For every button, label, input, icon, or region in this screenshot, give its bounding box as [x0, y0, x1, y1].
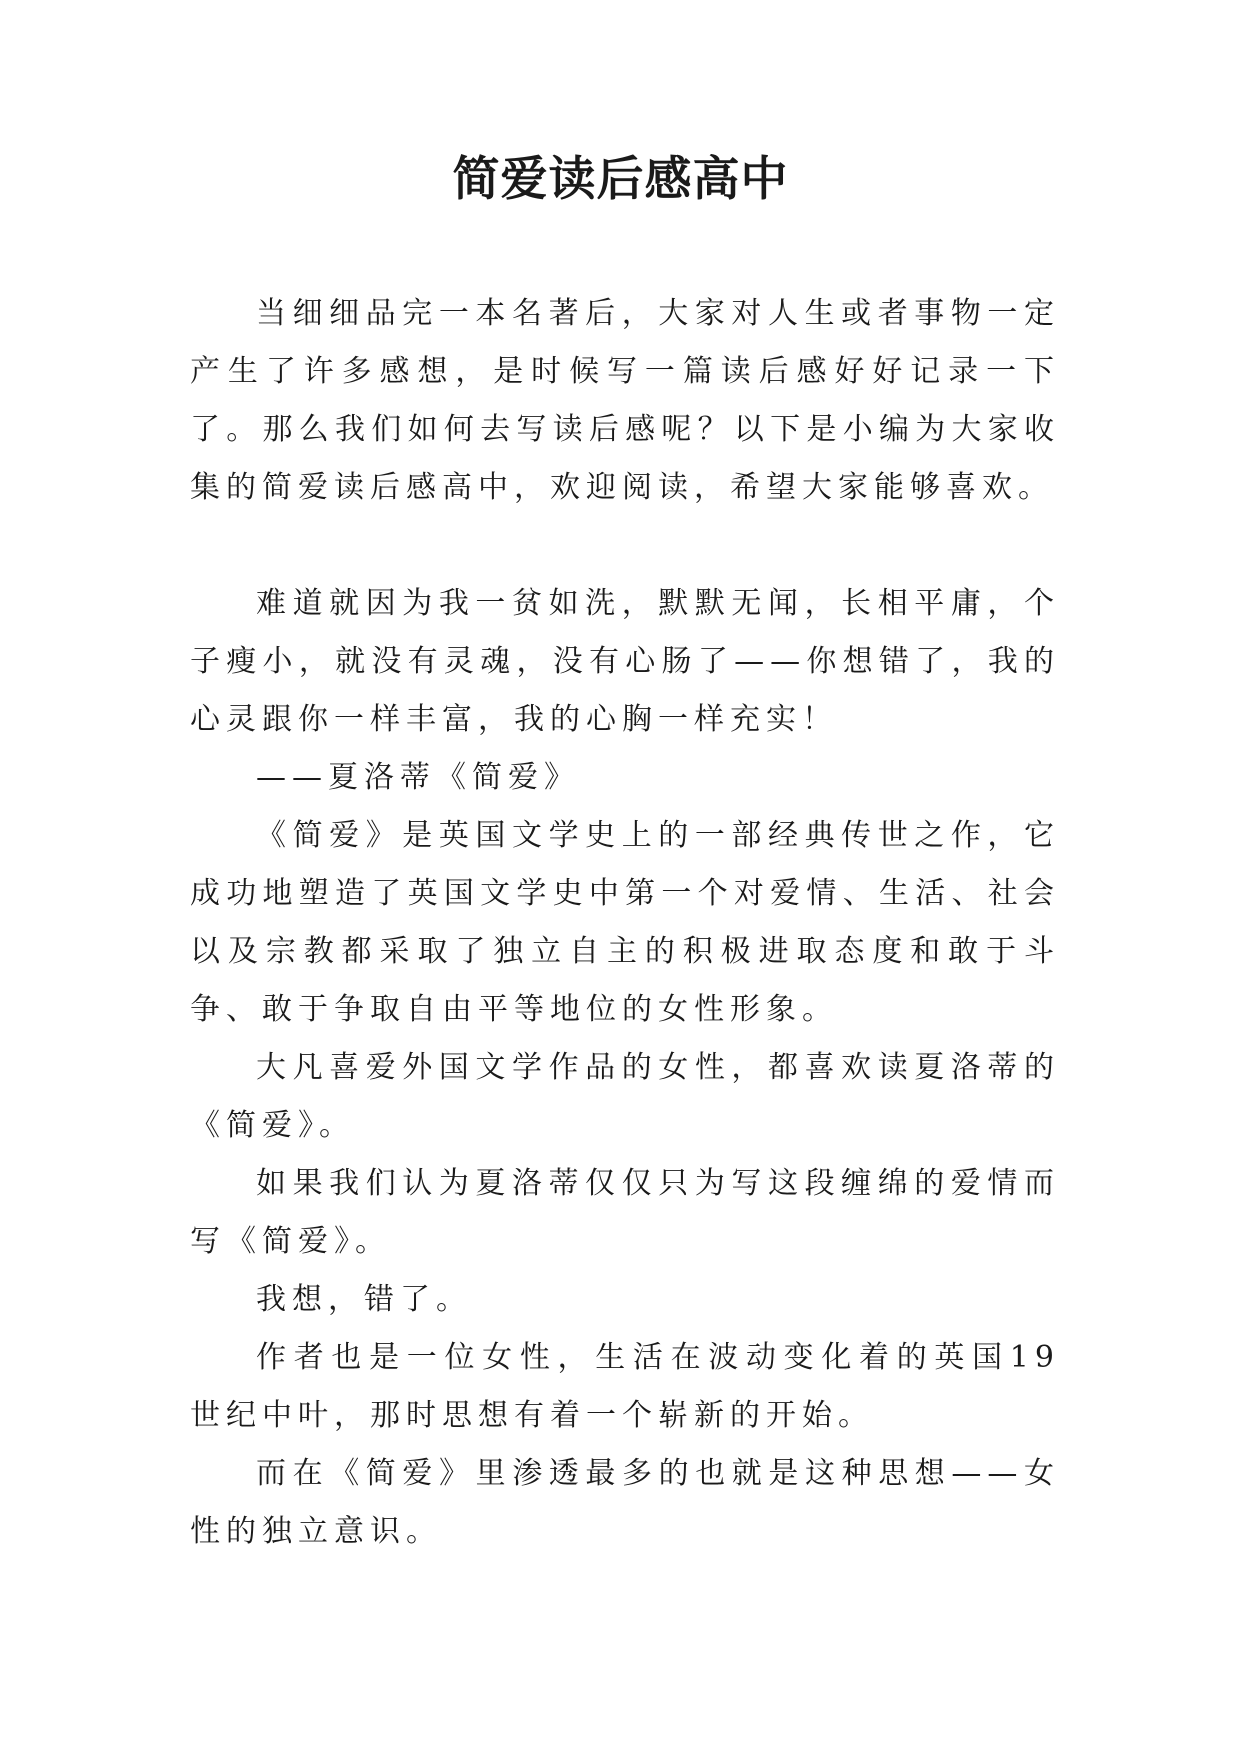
document-body	[190, 285, 1060, 1561]
body-paragraph: 《简爱》是英国文学史上的一部经典传世之作，它成功地塑造了英国文学史中第一个对爱情、生活、社会以及宗教都采取了独立自主的积极进取态度和敢于斗争、敢于争取自由平等地位的女性形象。	[190, 818, 1060, 1027]
document-title: 简爱读后感高中	[452, 152, 789, 207]
intro-paragraph: 当细细品完一本名著后，大家对人生或者事物一定产生了许多感想，是时候写一篇读后感好好记录一下了。那么我们如何去写读后感呢？以下是小编为大家收集的简爱读后感高中，欢迎阅读，希望大家能够喜欢。	[190, 296, 1060, 505]
body-paragraph: 而在《简爱》里渗透最多的也就是这种思想——女性的独立意识。	[190, 1456, 1060, 1549]
quote-attribution: ——夏洛蒂《简爱》	[256, 760, 580, 795]
body-paragraph: 我想，错了。	[256, 1282, 472, 1317]
quote-paragraph: 难道就因为我一贫如洗，默默无闻，长相平庸，个子瘦小，就没有灵魂，没有心肠了——你想错了，我的心灵跟你一样丰富，我的心胸一样充实！	[190, 586, 1060, 737]
body-paragraph: 作者也是一位女性，生活在波动变化着的英国19世纪中叶，那时思想有着一个崭新的开始。	[190, 1340, 1060, 1433]
body-paragraph: 大凡喜爱外国文学作品的女性，都喜欢读夏洛蒂的《简爱》。	[190, 1050, 1060, 1143]
body-paragraph: 如果我们认为夏洛蒂仅仅只为写这段缠绵的爱情而写《简爱》。	[190, 1166, 1060, 1259]
